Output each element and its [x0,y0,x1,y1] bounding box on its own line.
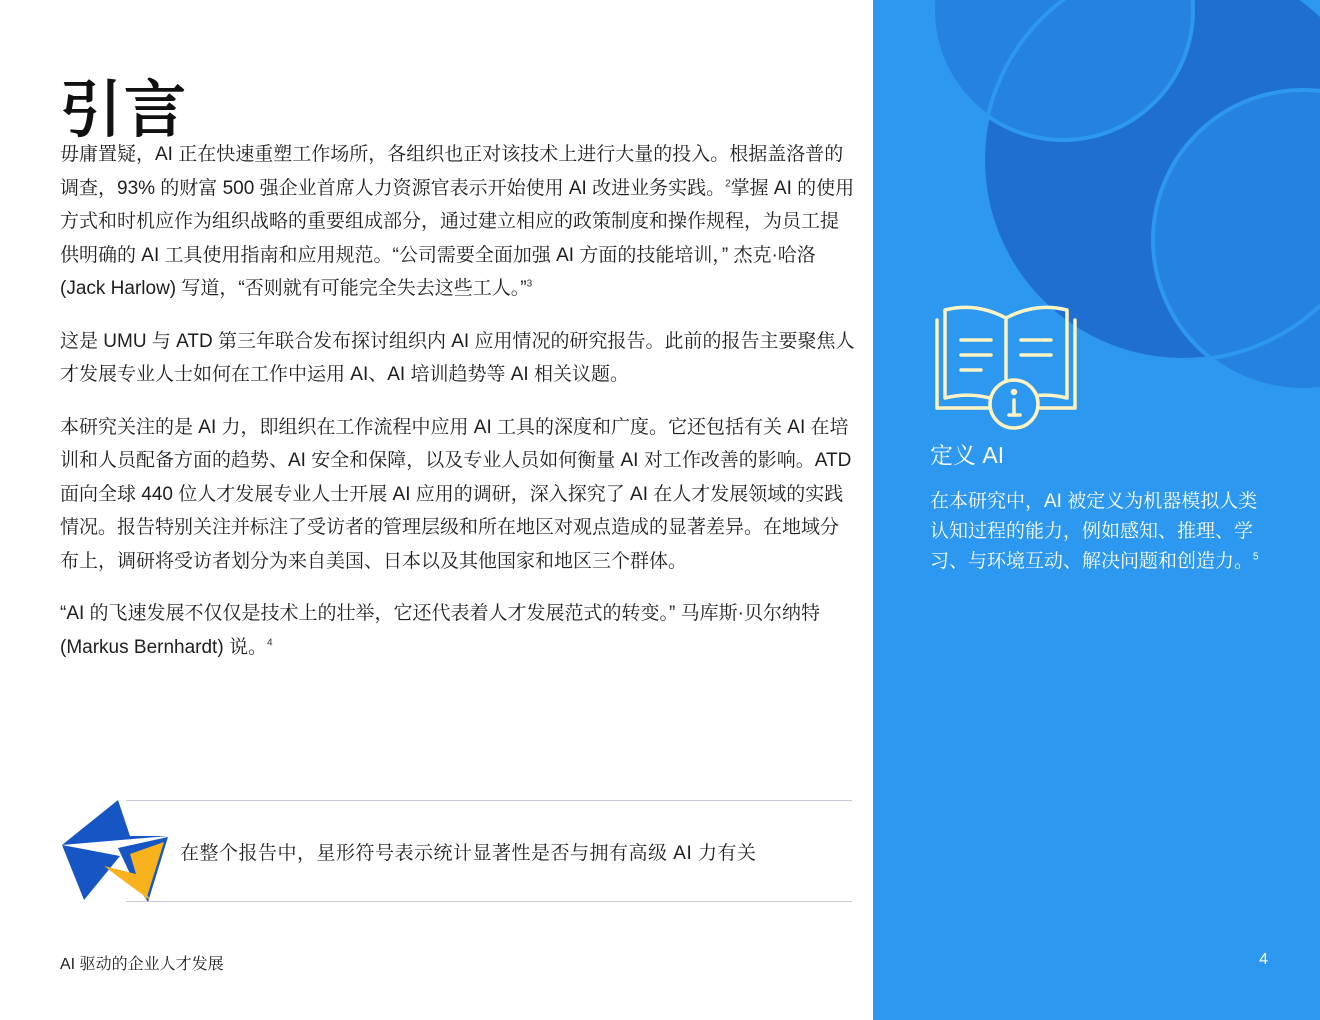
callout-divider-bottom [126,901,852,902]
star-icon [60,800,170,902]
sidebar-body-text: 在本研究中，AI 被定义为机器模拟人类认知过程的能力，例如感知、推理、学习、与环境互动、解决问题和创造力。 [930,491,1258,572]
footnote-ref-3[interactable]: 3 [526,278,533,290]
callout-text: 在整个报告中，星形符号表示统计显著性是否与拥有高级 AI 力有关 [180,843,757,864]
significance-callout [60,800,852,902]
body-text [60,138,855,683]
callout-divider-top [126,800,852,801]
footer-report-title: AI 驱动的企业人才发展 [60,956,224,973]
sidebar-body [930,487,1270,577]
page-number: 4 [1259,951,1268,968]
footnote-ref-4[interactable]: 4 [266,637,273,649]
main-content [60,0,860,1020]
paragraph-4-text: “AI 的飞速发展不仅仅是技术上的壮举，它还代表着人才发展范式的转变。” 马库斯·贝尔纳特 (Markus Bernhardt) 说。 [60,603,820,658]
footnote-ref-2[interactable]: 2 [725,178,731,190]
paragraph-3: 本研究关注的是 AI 力，即组织在工作流程中应用 AI 工具的深度和广度。它还包括有关 AI 在培训和人员配备方面的趋势、AI 安全和保障，以及专业人员如何衡量 AI 对工作改善的影响。ATD 面向全球 440 位人才发展专业人士开展 AI 应用的调研，深入探究了 AI 在人才发展领域的实践情况。报告特别关注并标注了受访者的管理层级和所在地区对观点造成的显著差异。在地域分布上，调研将受访者划分为来自美国、日本以及其他国家和地区三个群体。 [60,416,852,572]
footnote-ref-5[interactable]: 5 [1253,551,1259,563]
paragraph-2: 这是 UMU 与 ATD 第三年联合发布探讨组织内 AI 应用情况的研究报告。此前的报告主要聚焦人才发展专业人士如何在工作中运用 AI、AI 培训趋势等 AI 相关议题。 [60,330,855,385]
page-title: 引言 [60,76,189,145]
sidebar-heading: 定义 AI [930,442,1005,468]
book-info-icon [931,300,1081,435]
paragraph-1-text-continued: 掌握 AI 的使用方式和时机应作为组织战略的重要组成部分，通过建立相应的政策制度和操作规程，为员工提供明确的 AI 工具使用指南和应用规范。“公司需要全面加强 AI 方面的技能培训，” 杰克·哈洛 (Jack Harlow) 写道，“否则就有可能完全失去这些工人。” [60,177,855,299]
paragraph-1-text: 毋庸置疑，AI 正在快速重塑工作场所，各组织也正对该技术上进行大量的投入。根据盖洛普的调查，93% 的财富 500 强企业首席人力资源官表示开始使用 AI 改进业务实践。 [60,144,844,199]
paragraph-4 [60,597,855,664]
paragraph-1 [60,138,855,306]
definition-sidebar [873,0,1320,1020]
